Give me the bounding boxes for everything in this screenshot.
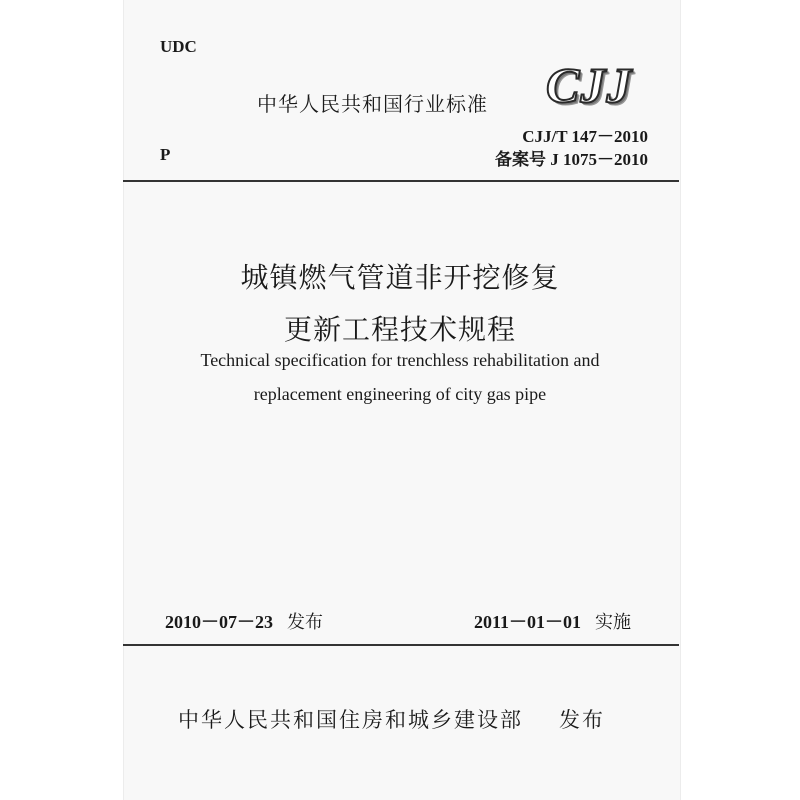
publish-date-row (165, 608, 323, 634)
publisher-line (178, 704, 605, 734)
record-number: 备案号 J 1075－2010 (495, 150, 648, 169)
title-english-line-1: Technical specification for trenchless rehabilitation and (200, 350, 600, 370)
title-chinese-line-1: 城镇燃气管道非开挖修复 (240, 261, 560, 294)
standard-code: CJJ/T 147－2010 (522, 127, 648, 146)
classification-label: P (160, 145, 171, 164)
industry-standard-label: 中华人民共和国行业标准 (257, 92, 488, 116)
cjj-logo: CJJ (546, 57, 633, 113)
title-english-line-2: replacement engineering of city gas pipe (253, 384, 547, 404)
udc-label: UDC (160, 37, 197, 56)
title-chinese-line-2: 更新工程技术规程 (283, 313, 516, 346)
effective-label: 实施 (595, 612, 632, 633)
publish-label: 发布 (287, 612, 323, 633)
publisher-action: 发布 (559, 708, 605, 732)
publisher-name: 中华人民共和国住房和城乡建设部 (178, 708, 523, 732)
bottom-divider (123, 644, 679, 646)
top-divider (123, 180, 679, 182)
effective-date-row (474, 608, 631, 634)
publish-date: 2010－07－23 (165, 612, 273, 632)
effective-date: 2011－01－01 (474, 612, 582, 632)
